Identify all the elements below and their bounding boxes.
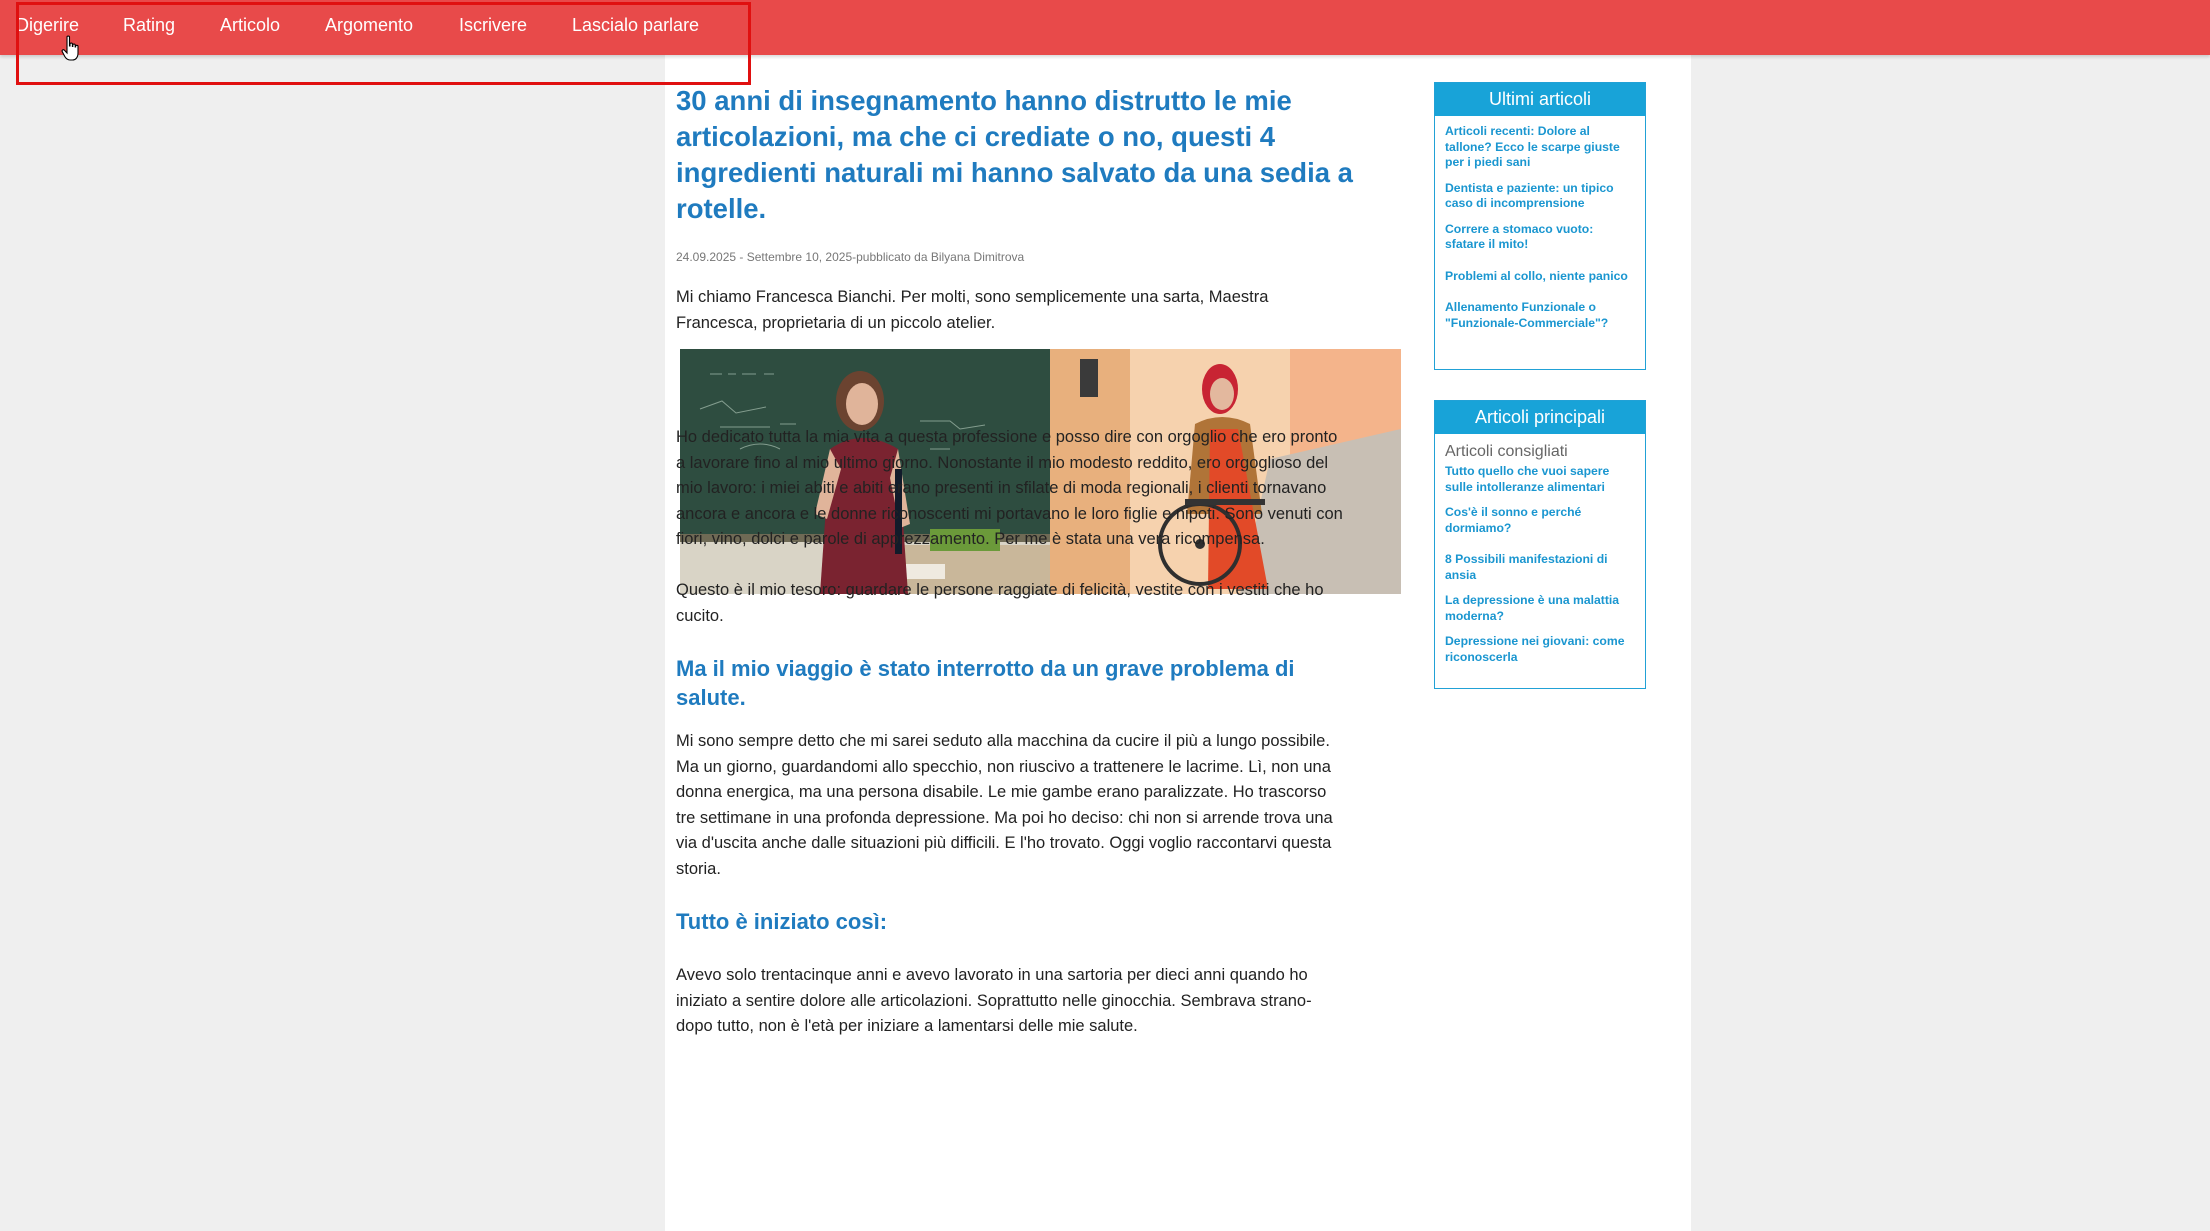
sidebar-latest-articles xyxy=(1434,82,1646,370)
latest-article-link[interactable]: Dentista e paziente: un tipico caso di incomprensione xyxy=(1445,180,1614,210)
nav-item-iscrivere[interactable]: Iscrivere xyxy=(459,15,528,35)
article-paragraph-4: Avevo solo trentacinque anni e avevo lavorato in una sartoria per dieci anni quando ho iniziato a sentire dolore alle articolazioni. Soprattutto nelle ginocchia. Sembrava strano-dopo tutto, non è l'età per iniziare a lamentarsi delle mie salute. xyxy=(676,966,1312,1035)
article-subheading-1: Ma il mio viaggio è stato interrotto da un grave problema di salute. xyxy=(676,656,1295,710)
nav-item-lascialo-parlare[interactable]: Lascialo parlare xyxy=(572,15,700,35)
sidebar-main-articles xyxy=(1434,400,1646,689)
recommended-articles-label: Articoli consigliati xyxy=(1445,443,1568,460)
nav-item-articolo[interactable]: Articolo xyxy=(220,15,281,35)
main-article-link[interactable]: Tutto quello che vuoi sapere sulle intolleranze alimentari xyxy=(1445,464,1610,494)
article-paragraph-1: Ho dedicato tutta la mia vita a questa professione e posso dire con orgoglio che ero pronto a lavorare fino al mio ultimo giorno. Nonostante il mio modesto reddito, ero orgoglioso del mio lavoro: i miei abiti e abiti erano presenti in sfilate di moda regionali, i clienti tornavano ancora e ancora e le donne riconoscenti mi portavano le loro figlie e nipoti. Sono venuti con fiori, vino, dolci e parole di apprezzamento. Per me è stata una vera ricompensa. xyxy=(676,428,1343,548)
nav-item-digerire[interactable]: Digerire xyxy=(16,15,80,35)
article-meta: 24.09.2025 - Settembre 10, 2025-pubblicato da Bilyana Dimitrova xyxy=(676,250,1025,264)
main-article-link[interactable]: Cos'è il sonno e perché dormiamo? xyxy=(1445,505,1582,535)
main-article-link[interactable]: Depressione nei giovani: come riconoscerla xyxy=(1445,634,1625,664)
main-article-link[interactable]: La depressione è una malattia moderna? xyxy=(1445,593,1620,623)
article-paragraph-3: Mi sono sempre detto che mi sarei seduto alla macchina da cucire il più a lungo possibile. Ma un giorno, guardandomi allo specchio, non riuscivo a trattenere le lacrime. Lì, non una donna energica, ma una persona disabile. Le mie gambe erano paralizzate. Ho trascorso tre settimane in una profonda depressione. Ma poi ho deciso: chi non si arrende trova una via d'uscita anche dalle situazioni più difficili. E l'ho trovato. Oggi voglio raccontarvi questa storia. xyxy=(676,732,1333,878)
article-body xyxy=(676,425,1396,1040)
latest-article-link[interactable]: Correre a stomaco vuoto: sfatare il mito! xyxy=(1445,221,1594,251)
article-subheading-2: Tutto è iniziato così: xyxy=(676,909,888,934)
article-intro: Mi chiamo Francesca Bianchi. Per molti, sono semplicemente una sarta, Maestra Francesca, proprietaria di un piccolo atelier. xyxy=(676,288,1269,332)
article-title: 30 anni di insegnamento hanno distrutto le mie articolazioni, ma che ci crediate o no, questi 4 ingredienti naturali mi hanno salvato da una sedia a rotelle. xyxy=(676,85,1353,224)
article-paragraph-2: Questo è il mio tesoro: guardare le persone raggiate di felicità, vestite con i vestiti che ho cucito. xyxy=(676,581,1324,625)
nav-item-rating[interactable]: Rating xyxy=(123,15,176,35)
main-article-link[interactable]: 8 Possibili manifestazioni di ansia xyxy=(1445,552,1608,582)
latest-articles-header: Ultimi articoli xyxy=(1435,83,1645,116)
top-nav-bar xyxy=(0,0,2210,55)
article xyxy=(676,83,1396,336)
main-articles-header: Articoli principali xyxy=(1435,401,1645,434)
hand-cursor-icon xyxy=(61,35,81,63)
nav-item-argomento[interactable]: Argomento xyxy=(325,15,414,35)
latest-article-link[interactable]: Problemi al collo, niente panico xyxy=(1445,268,1628,283)
latest-article-link[interactable]: Allenamento Funzionale o "Funzionale-Commerciale"? xyxy=(1445,300,1609,330)
latest-article-link[interactable]: Articoli recenti: Dolore al tallone? Ecco le scarpe giuste per i piedi sani xyxy=(1445,124,1620,169)
